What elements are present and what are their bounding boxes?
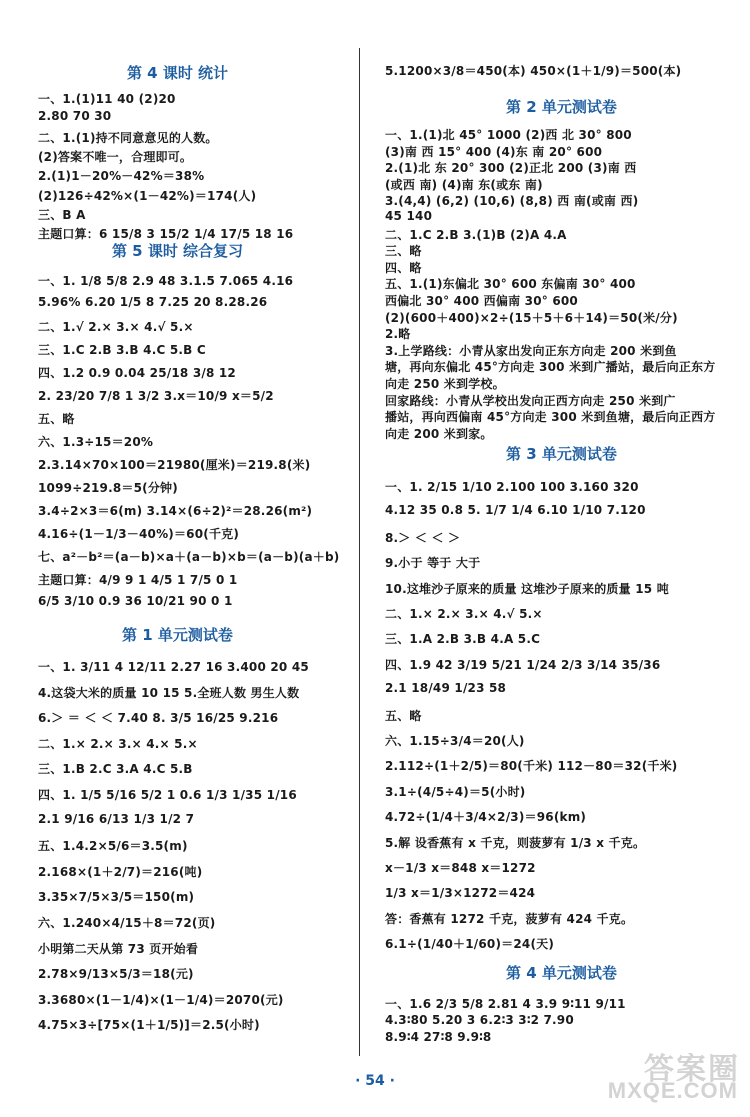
- text-line: 一、1. 3/11 4 12/11 2.27 16 3.400 20 45: [38, 660, 309, 674]
- text-line: (2)答案不唯一，合理即可。: [38, 149, 193, 164]
- text-line: 五、1.4.2×5/6＝3.5(m): [38, 839, 188, 854]
- text-line: 三、1.A 2.B 3.B 4.A 5.C: [385, 632, 541, 647]
- text-line: 3.4÷2×3＝6(m) 3.14×(6÷2)²＝28.26(m²): [38, 504, 313, 518]
- section-title: 第 1 单元测试卷: [122, 626, 233, 644]
- text-line: 3.(4,4) (6,2) (10,6) (8,8) 西 南(或南 西): [385, 194, 639, 209]
- text-line: 二、1.C 2.B 3.(1)B (2)A 4.A: [385, 227, 567, 242]
- text-line: 播站，再向西偏南 45°方向走 300 米到鱼塘，最后向正西方: [385, 410, 716, 425]
- text-line: 8.9∶4 27∶8 9.9∶8: [385, 1030, 492, 1044]
- text-line: 六、1.240×4/15＋8＝72(页): [38, 916, 216, 930]
- text-line: 向走 250 米到学校。: [385, 377, 505, 391]
- text-line: 45 140: [385, 209, 433, 223]
- text-line: (2)126÷42%×(1－42%)＝174(人): [38, 188, 257, 203]
- watermark-logo: 答案圈: [644, 1053, 740, 1086]
- text-line: 一、1.(1)11 40 (2)20: [38, 92, 176, 106]
- text-line: 9.小于 等于 大于: [385, 556, 481, 571]
- text-line: (或西 南) (4)南 东(或东 南): [385, 177, 543, 192]
- text-line: 六、1.15÷3/4＝20(人): [385, 734, 525, 748]
- text-line: 二、1.× 2.× 3.× 4.× 5.×: [38, 736, 198, 751]
- text-line: 小明第二天从第 73 页开始看: [38, 941, 199, 956]
- text-line: 6.1÷(1/40＋1/60)＝24(天): [385, 937, 555, 952]
- text-line: 2. 23/20 7/8 1 3/2 3.x＝10/9 x＝5/2: [38, 389, 274, 403]
- text-line: 答：香蕉有 1272 千克，菠萝有 424 千克。: [385, 911, 634, 926]
- text-line: 4.75×3÷[75×(1＋1/5)]＝2.5(小时): [38, 1018, 260, 1033]
- text-line: 四、略: [385, 260, 422, 275]
- section-title: 第 5 课时 综合复习: [111, 242, 244, 260]
- text-line: 五、略: [38, 412, 75, 426]
- text-line: 二、1.√ 2.× 3.× 4.√ 5.×: [38, 320, 194, 334]
- text-line: 2.78×9/13×5/3＝18(元): [38, 967, 194, 982]
- text-line: 一、1. 2/15 1/10 2.100 100 3.160 320: [385, 480, 639, 494]
- text-line: 3.3680×(1－1/4)×(1－1/4)＝2070(元): [38, 992, 284, 1007]
- text-line: 二、1.× 2.× 3.× 4.√ 5.×: [385, 607, 543, 621]
- text-line: 2.1 9/16 6/13 1/3 1/2 7: [38, 811, 195, 826]
- text-line: 3.35×7/5×3/5＝150(m): [38, 890, 195, 905]
- text-line: 6.＞ ＝ ＜ ＜ 7.40 8. 3/5 16/25 9.216: [38, 711, 279, 726]
- text-line: 1/3 x＝1/3×1272＝424: [385, 886, 536, 901]
- text-line: 5.1200×3/8＝450(本) 450×(1＋1/9)＝500(本): [385, 64, 682, 78]
- text-line: 五、略: [385, 708, 422, 723]
- text-line: 1099÷219.8＝5(分钟): [38, 481, 178, 495]
- text-line: 六、1.3÷15＝20%: [38, 435, 154, 449]
- text-line: 三、略: [385, 244, 422, 259]
- text-line: 三、1.B 2.C 3.A 4.C 5.B: [38, 762, 193, 777]
- text-line: 2.(1)1－20%－42%＝38%: [38, 169, 205, 184]
- text-line: 4.12 35 0.8 5. 1/7 1/4 6.10 1/10 7.120: [385, 503, 646, 518]
- text-line: 10.这堆沙子原来的质量 这堆沙子原来的质量 15 吨: [385, 581, 669, 596]
- text-line: (3)南 西 15° 400 (4)东 南 20° 600: [385, 144, 603, 159]
- text-line: 一、1. 1/8 5/8 2.9 48 3.1.5 7.065 4.16: [38, 274, 294, 288]
- section-title: 第 4 单元测试卷: [506, 964, 617, 982]
- text-line: 一、1.6 2/3 5/8 2.81 4 3.9 9∶11 9/11: [385, 997, 626, 1011]
- text-line: 6/5 3/10 0.9 36 10/21 90 0 1: [38, 594, 233, 608]
- text-line: 2.112÷(1＋2/5)＝80(千米) 112－80＝32(千米): [385, 759, 678, 774]
- text-line: 主题口算：4/9 9 1 4/5 1 7/5 0 1: [38, 573, 238, 587]
- text-line: 主题口算：6 15/8 3 15/2 1/4 17/5 18 16: [38, 227, 294, 242]
- text-line: 2.(1)北 东 20° 300 (2)正北 200 (3)南 西: [385, 161, 637, 176]
- section-title: 第 4 课时 统计: [126, 64, 229, 82]
- text-line: 4.这袋大米的质量 10 15 5.全班人数 男生人数: [38, 685, 300, 700]
- text-line: x－1/3 x＝848 x＝1272: [385, 861, 536, 875]
- watermark-url: MXQE.COM: [607, 1078, 738, 1103]
- text-line: 2.80 70 30: [38, 109, 112, 124]
- text-line: 三、B A: [38, 207, 86, 222]
- text-line: 2.略: [385, 327, 411, 342]
- text-line: 五、1.(1)东偏北 30° 600 东偏南 30° 400: [385, 277, 636, 292]
- text-line: 四、1.2 0.9 0.04 25/18 3/8 12: [38, 366, 236, 380]
- page-number: · 54 ·: [355, 1073, 395, 1089]
- text-line: 一、1.(1)北 45° 1000 (2)西 北 30° 800: [385, 128, 632, 142]
- text-line: 塘，再向东偏北 45°方向走 300 米到广播站，最后向正东方: [385, 360, 716, 375]
- text-line: 回家路线：小青从学校出发向正西方向走 250 米到广: [385, 393, 676, 408]
- text-line: 3.1÷(4/5÷4)＝5(小时): [385, 784, 526, 799]
- text-line: 七、a²－b²＝(a－b)×a＋(a－b)×b＝(a－b)(a＋b): [38, 550, 340, 564]
- text-line: 2.3.14×70×100＝21980(厘米)＝219.8(米): [38, 458, 311, 472]
- text-line: 二、1.(1)持不同意意见的人数。: [38, 130, 218, 145]
- text-line: 5.解 设香蕉有 x 千克，则菠萝有 1/3 x 千克。: [385, 835, 646, 850]
- text-line: 西偏北 30° 400 西偏南 30° 600: [385, 294, 578, 308]
- text-line: 三、1.C 2.B 3.B 4.C 5.B C: [38, 343, 206, 357]
- text-line: 四、1. 1/5 5/16 5/2 1 0.6 1/3 1/35 1/16: [38, 788, 297, 802]
- section-title: 第 2 单元测试卷: [506, 98, 617, 116]
- column-divider: [359, 48, 360, 1056]
- text-line: 向走 200 米到家。: [385, 426, 493, 441]
- text-line: 2.168×(1＋2/7)＝216(吨): [38, 864, 203, 879]
- text-line: 4.72÷(1/4＋3/4×2/3)＝96(km): [385, 810, 587, 825]
- section-title: 第 3 单元测试卷: [506, 445, 617, 463]
- text-line: 8.＞ ＜ ＜ ＞: [385, 530, 461, 545]
- text-line: (2)(600＋400)×2÷(15＋5＋6＋14)＝50(米/分): [385, 310, 678, 325]
- text-line: 4.3∶80 5.20 3 6.2∶3 3∶2 7.90: [385, 1012, 574, 1027]
- text-line: 3.上学路线：小青从家出发向正东方向走 200 米到鱼: [385, 343, 677, 358]
- text-line: 2.1 18/49 1/23 58: [385, 681, 507, 696]
- text-line: 四、1.9 42 3/19 5/21 1/24 2/3 3/14 35/36: [385, 657, 661, 672]
- text-line: 5.96% 6.20 1/5 8 7.25 20 8.28.26: [38, 295, 268, 309]
- text-line: 4.16÷(1－1/3－40%)＝60(千克): [38, 527, 240, 541]
